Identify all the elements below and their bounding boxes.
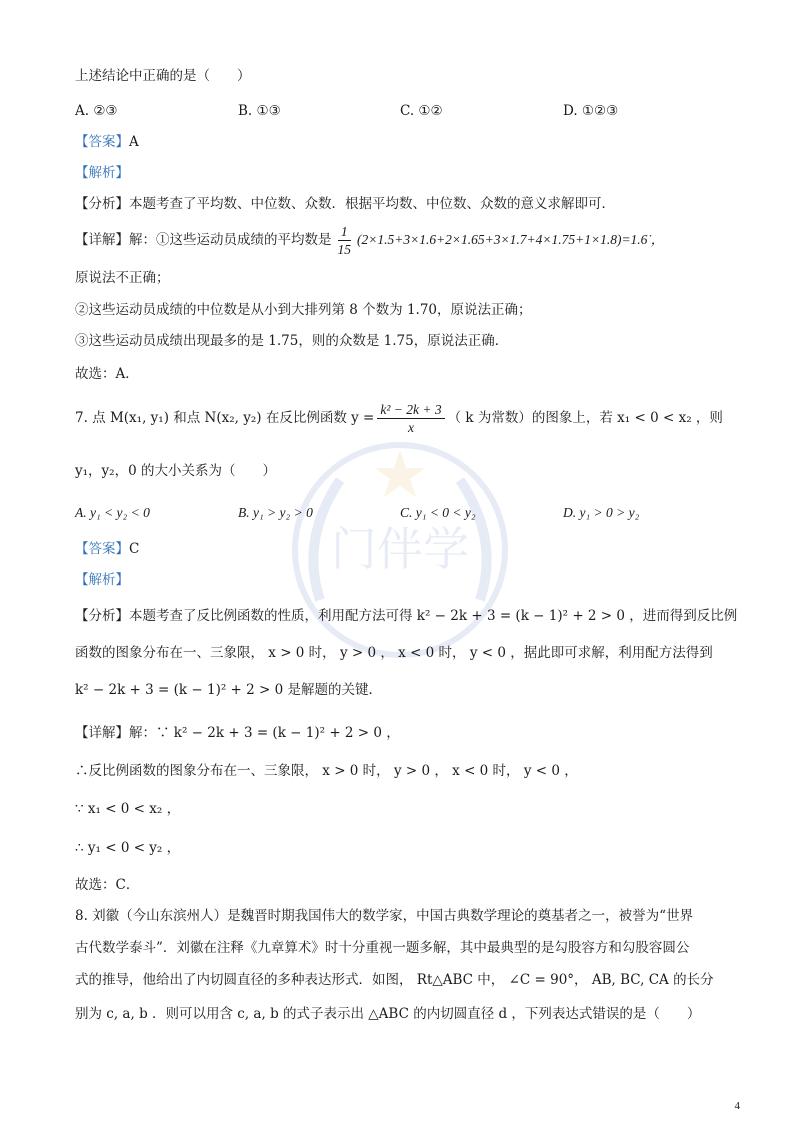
q6-analysis-heading: 【解析】	[75, 165, 129, 181]
page-number: 4	[734, 1100, 740, 1112]
q7-option-d: D. y₁ > 0 > y₂	[563, 505, 640, 520]
q7-stem-2: y₁，y₂，0 的大小关系为（ ）	[75, 463, 276, 479]
q7-fenxi-2: 函数的图象分布在一、三象限， x > 0 时， y > 0 ， x < 0 时， y < 0 ，据此即可求解，利用配方法得到	[75, 645, 713, 661]
q7-detail-4: ∴ y₁ < 0 < y₂ ，	[75, 840, 181, 856]
q6-answer: 【答案】A	[75, 134, 139, 150]
q6-choose: 故选：A．	[75, 366, 139, 382]
q8-line-4: 别为 c, a, b ．则可以用含 c, a, b 的式子表示出 △ABC 的内切圆直径 d ，下列表达式错误的是（ ）	[75, 1006, 701, 1022]
q7-option-a: A. y₁ < y₂ < 0	[75, 505, 150, 520]
q6-option-d: D. ①②③	[563, 103, 619, 119]
q6-fenxi: 【分析】本题考查了平均数、中位数、众数．根据平均数、中位数、众数的意义求解即可．	[75, 196, 615, 212]
q7-option-b: B. y₁ > y₂ > 0	[238, 505, 313, 520]
q7-choose: 故选：C．	[75, 877, 140, 893]
q6-option-a: A. ②③	[75, 103, 118, 119]
q6-line-2: 原说法不正确；	[75, 270, 170, 286]
q7-fenxi-3: k² − 2k + 3 = (k − 1)² + 2 > 0 是解题的关键．	[75, 682, 382, 698]
q6-option-b: B. ①③	[238, 103, 281, 119]
q7-detail-3: ∵ x₁ < 0 < x₂ ，	[75, 801, 181, 817]
q7-stem: 7. 点 M(x₁, y₁) 和点 N(x₂, y₂) 在反比例函数 y = $\frac{\text{k² − 2k + 3}}{x}$ （ k 为常数）的图象上，若 x₁ < 0 < x₂ ，则	[75, 402, 723, 435]
q6-detail: 【详解】解：①这些运动员成绩的平均数是 $\frac{1}{15}$ (2×1.5+3×1.6+2×1.65+3×1.7+4×1.75+1×1.8)=1.6̇ ，	[75, 224, 665, 257]
q7-detail-2: ∴反比例函数的图象分布在一、三象限， x > 0 时， y > 0 ， x < 0 时， y < 0 ，	[75, 763, 578, 779]
fraction: $\frac{1}{15}$	[337, 224, 351, 257]
q7-fenxi-1: 【分析】本题考查了反比例函数的性质，利用配方法可得 k² − 2k + 3 = (k − 1)² + 2 > 0 ，进而得到反比例	[75, 608, 738, 624]
q6-prompt: 上述结论中正确的是（ ）	[75, 68, 251, 84]
q7-detail-1: 【详解】解：∵ k² − 2k + 3 = (k − 1)² + 2 > 0 ，	[75, 725, 400, 741]
watermark-text: 门伴学	[331, 522, 469, 576]
q7-option-c: C. y₁ < 0 < y₂	[400, 505, 476, 520]
q8-line-1: 8. 刘徽（今山东滨州人）是魏晋时期我国伟大的数学家，中国古典数学理论的奠基者之一，被誉为“世界	[75, 908, 694, 924]
q6-line-3: ②这些运动员成绩的中位数是从小到大排列第 8 个数为 1.70，原说法正确；	[75, 302, 532, 318]
q6-option-c: C. ①②	[400, 103, 443, 119]
q7-answer: 【答案】C	[75, 541, 140, 557]
watermark-logo	[280, 430, 520, 670]
q8-line-3: 式的推导，他给出了内切圆直径的多种表达形式．如图， Rt△ABC 中， ∠C = 90°， AB, BC, CA 的长分	[75, 972, 714, 988]
q7-analysis-heading: 【解析】	[75, 572, 129, 588]
fraction: $\frac{\text{k² − 2k + 3}}{x}$	[377, 401, 444, 436]
answer-tag: 【答案】	[75, 134, 129, 150]
q6-line-4: ③这些运动员成绩出现最多的是 1.75，则的众数是 1.75，原说法正确．	[75, 333, 509, 349]
q8-line-2: 古代数学泰斗”．刘徽在注释《九章算术》时十分重视一题多解，其中最典型的是勾股容方和勾股容圆公	[75, 940, 690, 956]
